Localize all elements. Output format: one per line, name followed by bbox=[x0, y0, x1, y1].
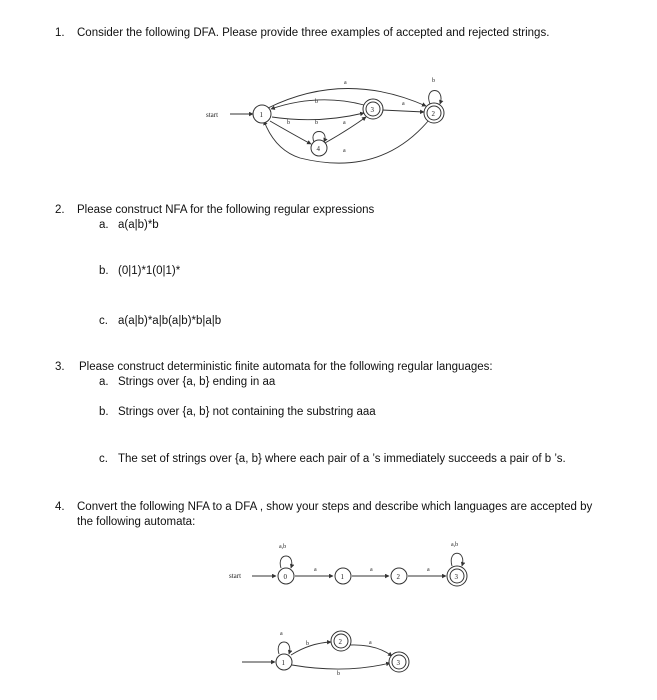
q1-number: 1. bbox=[55, 27, 65, 39]
q3-number: 3. bbox=[55, 361, 65, 373]
dfa1-start-label: start bbox=[206, 111, 219, 119]
q2b-label: b. bbox=[99, 265, 109, 277]
nfa3-edge-1-3-label: b bbox=[337, 671, 340, 677]
dfa1-state-1-label: 1 bbox=[259, 111, 263, 119]
dfa1-label-4-3: a bbox=[343, 120, 346, 126]
q2a-label: a. bbox=[99, 219, 109, 231]
nfa3-edge-2-3 bbox=[350, 645, 392, 656]
dfa1-label-loop-2: b bbox=[432, 78, 435, 84]
q4-text-line2: the following automata: bbox=[77, 516, 196, 528]
nfa3-state-1-label: 1 bbox=[281, 659, 285, 667]
q2c-label: c. bbox=[99, 315, 108, 327]
dfa1-label-3-2: a bbox=[402, 101, 405, 107]
dfa1-label-1-4: b bbox=[287, 120, 290, 126]
q3b-label: b. bbox=[99, 406, 109, 418]
q3a-text: Strings over {a, b} ending in aa bbox=[118, 376, 276, 388]
nfa2-state-0-label: 0 bbox=[283, 573, 287, 581]
q2-number: 2. bbox=[55, 204, 65, 216]
q3c-label: c. bbox=[99, 453, 108, 465]
q2c-text: a(a|b)*a|b(a|b)*b|a|b bbox=[118, 315, 222, 327]
nfa2-edge-1-2-label: a bbox=[370, 567, 373, 573]
dfa1-state-4-label: 4 bbox=[316, 145, 320, 153]
nfa3-state-2-label: 2 bbox=[338, 638, 342, 646]
nfa3-edge-1-2 bbox=[291, 642, 331, 655]
dfa1-label-3-1: b bbox=[315, 99, 318, 105]
q3-text: Please construct deterministic finite automata for the following regular languages: bbox=[79, 361, 493, 373]
nfa2-state-2-label: 2 bbox=[396, 573, 400, 581]
nfa3-state-3-label: 3 bbox=[396, 659, 400, 667]
nfa3-edge-1-3 bbox=[292, 663, 390, 669]
q2-text: Please construct NFA for the following regular expressions bbox=[77, 204, 375, 216]
q3c-text: The set of strings over {a, b} where each pair of a ’s immediately succeeds a pair of b ’s. bbox=[118, 453, 566, 465]
nfa2-edge-2-3-label: a bbox=[427, 567, 430, 573]
dfa1-label-2-1: a bbox=[343, 148, 346, 154]
q3a-label: a. bbox=[99, 376, 109, 388]
dfa1-state-3-label: 3 bbox=[370, 106, 374, 114]
q2b-text: (0|1)*1(0|1)* bbox=[118, 265, 181, 277]
nfa2-state-1-label: 1 bbox=[340, 573, 344, 581]
q2a-text: a(a|b)*b bbox=[118, 219, 159, 231]
q3b-text: Strings over {a, b} not containing the substring aaa bbox=[118, 406, 376, 418]
nfa2-loop-3-label: a,b bbox=[451, 542, 459, 548]
dfa1-state-2-label: 2 bbox=[431, 110, 435, 118]
nfa2-edge-0-1-label: a bbox=[314, 567, 317, 573]
nfa3-edge-2-3-label: a bbox=[369, 640, 372, 646]
q4-text: Convert the following NFA to a DFA , show your steps and describe which languages are accepted by bbox=[77, 501, 593, 513]
nfa2-start-label: start bbox=[229, 572, 242, 580]
nfa3-edge-1-2-label: b bbox=[306, 641, 309, 647]
dfa1-label-1-3: b bbox=[315, 120, 318, 126]
nfa2-loop-0-label: a,b bbox=[279, 544, 287, 550]
nfa3-loop-1 bbox=[278, 642, 290, 654]
nfa2-state-3-label: 3 bbox=[454, 573, 458, 581]
q4-number: 4. bbox=[55, 501, 65, 513]
nfa3-loop-1-label: a bbox=[280, 631, 283, 637]
dfa1-label-1-2: a bbox=[344, 80, 347, 86]
q1-text: Consider the following DFA. Please provide three examples of accepted and rejected strings. bbox=[77, 27, 550, 39]
